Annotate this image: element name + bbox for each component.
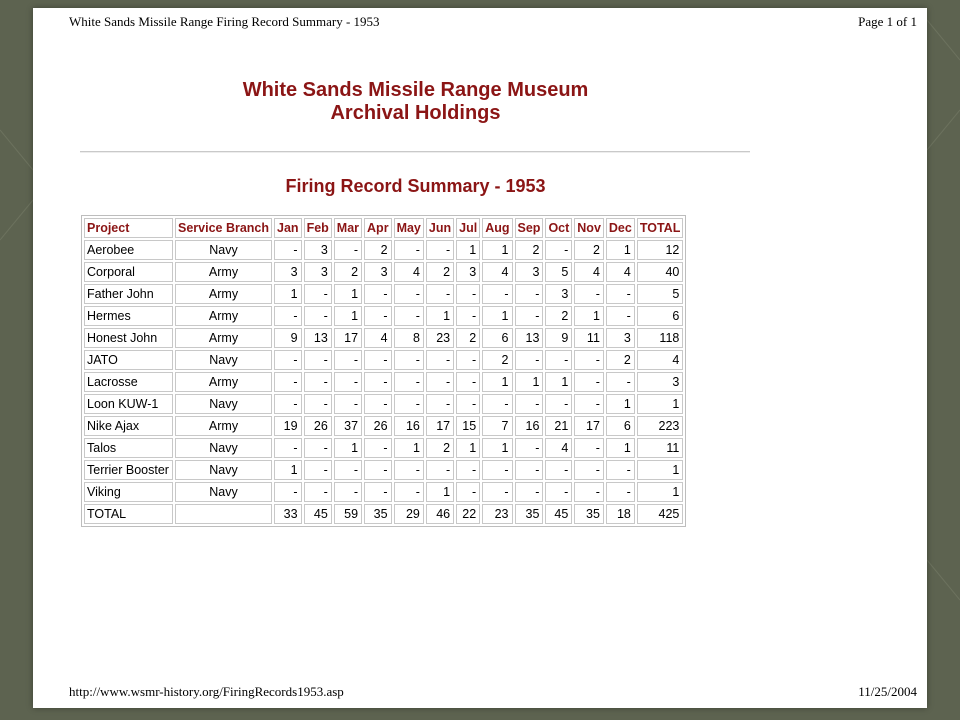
- count-cell: 45: [304, 504, 332, 524]
- count-cell: 2: [545, 306, 572, 326]
- count-cell: 4: [364, 328, 392, 348]
- branch-cell: Army: [175, 306, 272, 326]
- count-cell: -: [574, 438, 604, 458]
- count-cell: 6: [606, 416, 635, 436]
- project-cell: Aerobee: [84, 240, 173, 260]
- count-cell: -: [574, 372, 604, 392]
- project-cell: TOTAL: [84, 504, 173, 524]
- count-cell: -: [274, 306, 302, 326]
- count-cell: 1: [456, 438, 480, 458]
- count-cell: -: [364, 350, 392, 370]
- count-cell: 1: [606, 394, 635, 414]
- column-header: Project: [84, 218, 173, 238]
- branch-cell: Navy: [175, 394, 272, 414]
- count-cell: 4: [482, 262, 512, 282]
- count-cell: -: [574, 394, 604, 414]
- count-cell: 1: [334, 438, 362, 458]
- count-cell: 1: [394, 438, 424, 458]
- count-cell: -: [456, 372, 480, 392]
- table-row: [84, 372, 683, 392]
- count-cell: 1: [274, 284, 302, 304]
- column-header: TOTAL: [637, 218, 684, 238]
- count-cell: 33: [274, 504, 302, 524]
- count-cell: -: [515, 438, 544, 458]
- count-cell: 15: [456, 416, 480, 436]
- project-cell: Honest John: [84, 328, 173, 348]
- count-cell: 16: [515, 416, 544, 436]
- count-cell: 2: [426, 262, 454, 282]
- count-cell: 13: [515, 328, 544, 348]
- count-cell: 2: [364, 240, 392, 260]
- count-cell: -: [394, 482, 424, 502]
- horizontal-divider: [80, 151, 750, 153]
- project-cell: Corporal: [84, 262, 173, 282]
- count-cell: 5: [637, 284, 684, 304]
- count-cell: -: [482, 460, 512, 480]
- count-cell: 1: [426, 306, 454, 326]
- count-cell: -: [394, 350, 424, 370]
- page-number-label: Page 1 of 1: [858, 14, 917, 29]
- count-cell: 4: [394, 262, 424, 282]
- project-cell: JATO: [84, 350, 173, 370]
- count-cell: -: [515, 350, 544, 370]
- count-cell: 1: [482, 240, 512, 260]
- count-cell: 29: [394, 504, 424, 524]
- page-title: Firing Record Summary - 1953: [285, 176, 546, 196]
- count-cell: -: [304, 394, 332, 414]
- count-cell: 118: [637, 328, 684, 348]
- count-cell: -: [274, 350, 302, 370]
- count-cell: -: [606, 372, 635, 392]
- table-row: [84, 262, 683, 282]
- count-cell: 2: [426, 438, 454, 458]
- count-cell: -: [456, 482, 480, 502]
- count-cell: -: [482, 394, 512, 414]
- table-row: [84, 482, 683, 502]
- count-cell: 1: [637, 482, 684, 502]
- column-header: Jul: [456, 218, 480, 238]
- count-cell: 1: [545, 372, 572, 392]
- count-cell: 1: [637, 394, 684, 414]
- count-cell: -: [456, 306, 480, 326]
- count-cell: 35: [574, 504, 604, 524]
- column-header: Service Branch: [175, 218, 272, 238]
- count-cell: 18: [606, 504, 635, 524]
- table-header-row: [84, 218, 683, 238]
- count-cell: 3: [456, 262, 480, 282]
- column-header: Nov: [574, 218, 604, 238]
- count-cell: -: [606, 284, 635, 304]
- count-cell: -: [304, 460, 332, 480]
- count-cell: -: [304, 284, 332, 304]
- count-cell: 3: [274, 262, 302, 282]
- column-header: May: [394, 218, 424, 238]
- count-cell: 17: [426, 416, 454, 436]
- count-cell: 45: [545, 504, 572, 524]
- count-cell: -: [274, 482, 302, 502]
- project-cell: Lacrosse: [84, 372, 173, 392]
- count-cell: 3: [606, 328, 635, 348]
- count-cell: 2: [456, 328, 480, 348]
- firing-record-table: [81, 215, 686, 527]
- count-cell: -: [364, 438, 392, 458]
- count-cell: 1: [574, 306, 604, 326]
- count-cell: -: [426, 240, 454, 260]
- source-url-link[interactable]: http://www.wsmr-history.org/FiringRecords1953.asp: [69, 684, 344, 699]
- count-cell: -: [545, 460, 572, 480]
- count-cell: 4: [637, 350, 684, 370]
- count-cell: 3: [364, 262, 392, 282]
- count-cell: -: [304, 438, 332, 458]
- count-cell: -: [274, 372, 302, 392]
- count-cell: 9: [545, 328, 572, 348]
- count-cell: -: [334, 460, 362, 480]
- count-cell: -: [364, 460, 392, 480]
- branch-cell: Army: [175, 262, 272, 282]
- table-row: [84, 460, 683, 480]
- count-cell: 1: [482, 306, 512, 326]
- branch-cell: Army: [175, 416, 272, 436]
- document-header-title: White Sands Missile Range Firing Record Summary - 1953: [69, 14, 380, 29]
- project-cell: Father John: [84, 284, 173, 304]
- count-cell: -: [545, 350, 572, 370]
- count-cell: 9: [274, 328, 302, 348]
- count-cell: -: [456, 460, 480, 480]
- count-cell: 4: [545, 438, 572, 458]
- count-cell: 1: [606, 438, 635, 458]
- count-cell: 7: [482, 416, 512, 436]
- count-cell: 1: [482, 438, 512, 458]
- column-header: Oct: [545, 218, 572, 238]
- count-cell: 1: [274, 460, 302, 480]
- count-cell: -: [334, 482, 362, 502]
- count-cell: 4: [574, 262, 604, 282]
- count-cell: 23: [426, 328, 454, 348]
- branch-cell: [175, 504, 272, 524]
- count-cell: -: [515, 394, 544, 414]
- count-cell: -: [426, 372, 454, 392]
- count-cell: -: [426, 284, 454, 304]
- count-cell: -: [304, 350, 332, 370]
- count-cell: 5: [545, 262, 572, 282]
- count-cell: 35: [515, 504, 544, 524]
- count-cell: 1: [334, 306, 362, 326]
- scanned-page: [33, 8, 927, 708]
- count-cell: 2: [606, 350, 635, 370]
- table-total-row: [84, 504, 683, 524]
- count-cell: -: [394, 460, 424, 480]
- table-row: [84, 306, 683, 326]
- project-cell: Hermes: [84, 306, 173, 326]
- count-cell: -: [574, 460, 604, 480]
- count-cell: -: [515, 482, 544, 502]
- count-cell: 8: [394, 328, 424, 348]
- count-cell: -: [456, 350, 480, 370]
- count-cell: -: [334, 240, 362, 260]
- column-header: Sep: [515, 218, 544, 238]
- count-cell: 21: [545, 416, 572, 436]
- branch-cell: Army: [175, 372, 272, 392]
- count-cell: 11: [637, 438, 684, 458]
- count-cell: -: [606, 460, 635, 480]
- count-cell: -: [482, 482, 512, 502]
- count-cell: 1: [334, 284, 362, 304]
- count-cell: -: [456, 394, 480, 414]
- count-cell: -: [394, 284, 424, 304]
- count-cell: -: [515, 306, 544, 326]
- count-cell: -: [574, 284, 604, 304]
- count-cell: 2: [515, 240, 544, 260]
- count-cell: 22: [456, 504, 480, 524]
- count-cell: 2: [574, 240, 604, 260]
- column-header: Feb: [304, 218, 332, 238]
- count-cell: -: [426, 460, 454, 480]
- count-cell: 1: [482, 372, 512, 392]
- museum-archival-holdings: Archival Holdings: [330, 102, 501, 124]
- count-cell: 40: [637, 262, 684, 282]
- count-cell: 17: [334, 328, 362, 348]
- count-cell: 1: [456, 240, 480, 260]
- count-cell: 16: [394, 416, 424, 436]
- count-cell: 2: [334, 262, 362, 282]
- count-cell: 12: [637, 240, 684, 260]
- count-cell: -: [364, 394, 392, 414]
- branch-cell: Navy: [175, 482, 272, 502]
- count-cell: -: [545, 394, 572, 414]
- count-cell: -: [394, 240, 424, 260]
- count-cell: 26: [304, 416, 332, 436]
- count-cell: 35: [364, 504, 392, 524]
- count-cell: -: [364, 306, 392, 326]
- branch-cell: Navy: [175, 438, 272, 458]
- count-cell: -: [334, 394, 362, 414]
- table-row: [84, 328, 683, 348]
- count-cell: 37: [334, 416, 362, 436]
- branch-cell: Navy: [175, 350, 272, 370]
- project-cell: Terrier Booster: [84, 460, 173, 480]
- count-cell: 17: [574, 416, 604, 436]
- count-cell: 23: [482, 504, 512, 524]
- column-header: Mar: [334, 218, 362, 238]
- count-cell: -: [394, 372, 424, 392]
- branch-cell: Navy: [175, 240, 272, 260]
- branch-cell: Navy: [175, 460, 272, 480]
- count-cell: -: [606, 482, 635, 502]
- count-cell: 1: [426, 482, 454, 502]
- count-cell: -: [304, 306, 332, 326]
- column-header: Aug: [482, 218, 512, 238]
- count-cell: -: [394, 394, 424, 414]
- count-cell: 6: [637, 306, 684, 326]
- table-row: [84, 416, 683, 436]
- count-cell: -: [274, 240, 302, 260]
- table-row: [84, 438, 683, 458]
- project-cell: Loon KUW-1: [84, 394, 173, 414]
- count-cell: -: [274, 394, 302, 414]
- museum-name: White Sands Missile Range Museum: [242, 79, 589, 101]
- count-cell: 3: [545, 284, 572, 304]
- count-cell: 1: [637, 460, 684, 480]
- column-header: Dec: [606, 218, 635, 238]
- column-header: Jun: [426, 218, 454, 238]
- branch-cell: Army: [175, 284, 272, 304]
- count-cell: 1: [606, 240, 635, 260]
- column-header: Apr: [364, 218, 392, 238]
- table-row: [84, 240, 683, 260]
- count-cell: -: [545, 482, 572, 502]
- count-cell: -: [515, 460, 544, 480]
- count-cell: -: [456, 284, 480, 304]
- count-cell: 59: [334, 504, 362, 524]
- count-cell: 425: [637, 504, 684, 524]
- count-cell: -: [545, 240, 572, 260]
- count-cell: 3: [637, 372, 684, 392]
- count-cell: -: [364, 284, 392, 304]
- count-cell: -: [334, 372, 362, 392]
- count-cell: 6: [482, 328, 512, 348]
- count-cell: -: [482, 284, 512, 304]
- table-row: [84, 394, 683, 414]
- project-cell: Nike Ajax: [84, 416, 173, 436]
- count-cell: 223: [637, 416, 684, 436]
- count-cell: -: [274, 438, 302, 458]
- count-cell: 11: [574, 328, 604, 348]
- count-cell: -: [574, 350, 604, 370]
- count-cell: 4: [606, 262, 635, 282]
- count-cell: 46: [426, 504, 454, 524]
- project-cell: Viking: [84, 482, 173, 502]
- count-cell: 19: [274, 416, 302, 436]
- count-cell: -: [334, 350, 362, 370]
- museum-heading: [33, 79, 798, 125]
- table-row: [84, 350, 683, 370]
- count-cell: 1: [515, 372, 544, 392]
- count-cell: -: [426, 394, 454, 414]
- count-cell: 26: [364, 416, 392, 436]
- count-cell: -: [364, 482, 392, 502]
- branch-cell: Army: [175, 328, 272, 348]
- count-cell: -: [426, 350, 454, 370]
- count-cell: -: [606, 306, 635, 326]
- count-cell: 3: [515, 262, 544, 282]
- count-cell: 13: [304, 328, 332, 348]
- count-cell: -: [364, 372, 392, 392]
- column-header: Jan: [274, 218, 302, 238]
- table-row: [84, 284, 683, 304]
- count-cell: -: [304, 482, 332, 502]
- count-cell: 3: [304, 262, 332, 282]
- count-cell: 2: [482, 350, 512, 370]
- count-cell: -: [394, 306, 424, 326]
- table-body: [84, 240, 683, 524]
- count-cell: -: [515, 284, 544, 304]
- count-cell: -: [304, 372, 332, 392]
- count-cell: 3: [304, 240, 332, 260]
- project-cell: Talos: [84, 438, 173, 458]
- count-cell: -: [574, 482, 604, 502]
- print-date: 11/25/2004: [858, 684, 917, 699]
